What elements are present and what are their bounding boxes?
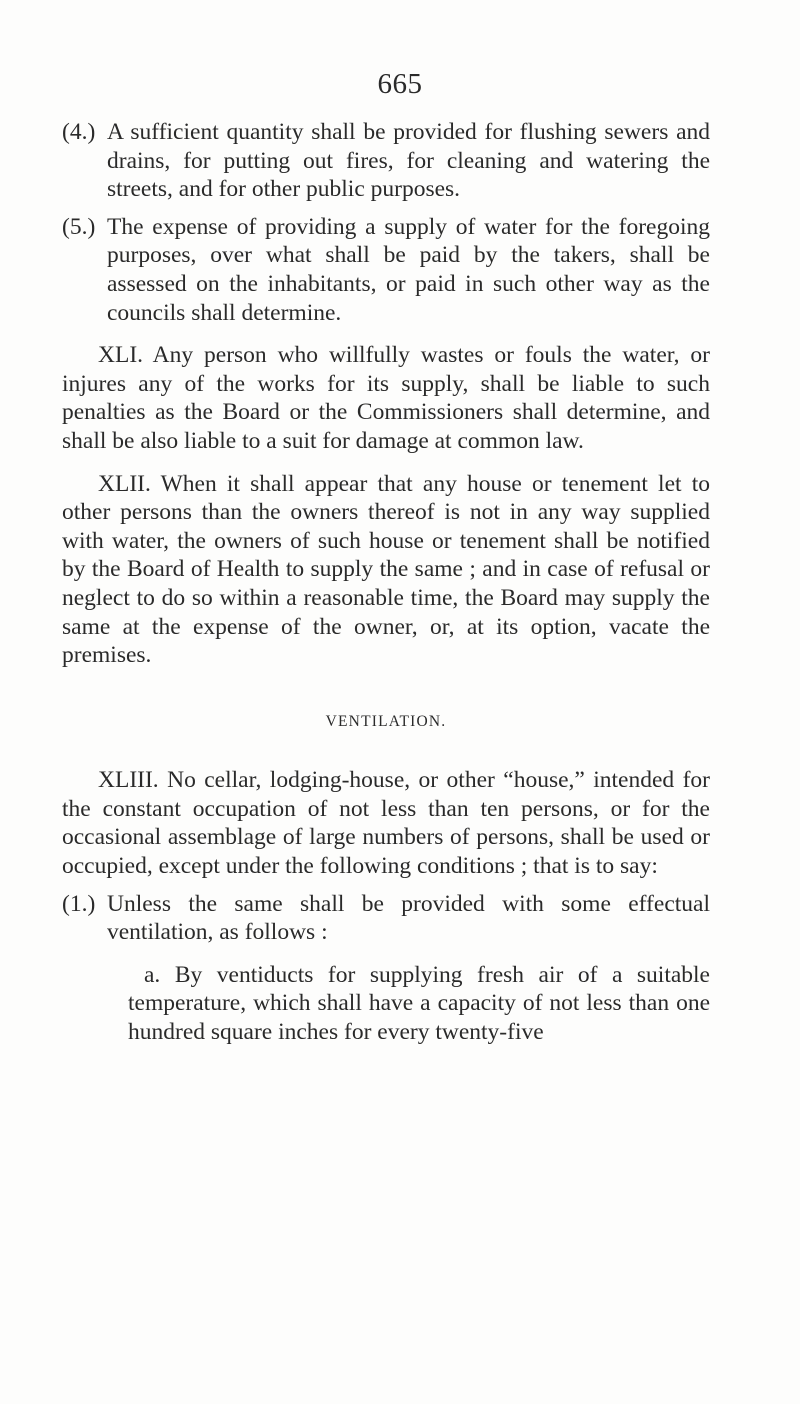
paragraph-item-4 — [62, 118, 710, 204]
section-heading-ventilation: VENTILATION. — [325, 712, 447, 730]
section-xli: XLI. Any person who willfully wastes or fouls the water, or injures any of the works for its supply, shall be liable to such penalties as the Board or the Commissioners shall determine, and shall be also liable to a suit for damage at common law. — [62, 342, 710, 454]
item-1-number: (1.) — [62, 890, 96, 917]
paragraph-item-1 — [62, 890, 710, 947]
page-number: 665 — [377, 68, 423, 100]
section-xliii: XLIII. No cellar, lodging-house, or other “house,” intended for the constant occupation of not less than ten persons, or for the occasional assemblage of large numbers of persons, shall be used or occupied, except under the following conditions ; that is to say: — [62, 767, 710, 880]
item-1-text: Unless the same shall be provided with some effectual ventilation, as follows : — [107, 890, 710, 946]
section-xlii: XLII. When it shall appear that any house or tenement let to other persons than the owners thereof is not in any way supplied with water, the owners of such house or tenement shall be notified by the Board of Health to supply the same ; and in case of refusal or neglect to do so within a reasonable time, the Board may supply the same at the expense of the owner, or, at its option, vacate the premises. — [62, 470, 710, 669]
item-5-text: The expense of providing a supply of water for the foregoing purposes, over what shall be paid by the takers, shall be assessed on the inhabitants, or paid in such other way as the councils shall determine. — [107, 213, 710, 326]
item-4-number: (4.) — [62, 119, 96, 145]
item-4-text: A sufficient quantity shall be provided for flushing sewers and drains, for putting out fires, for cleaning and watering the streets, and for other public purposes. — [107, 119, 710, 203]
paragraph-item-5 — [62, 213, 710, 327]
body-text — [62, 118, 710, 1047]
item-5-number: (5.) — [62, 213, 96, 240]
sub-item-a: a. By ventiducts for supplying fresh air of a suitable temperature, which shall have a capacity of not less than one hundred square inches for every twenty-five — [128, 961, 710, 1046]
